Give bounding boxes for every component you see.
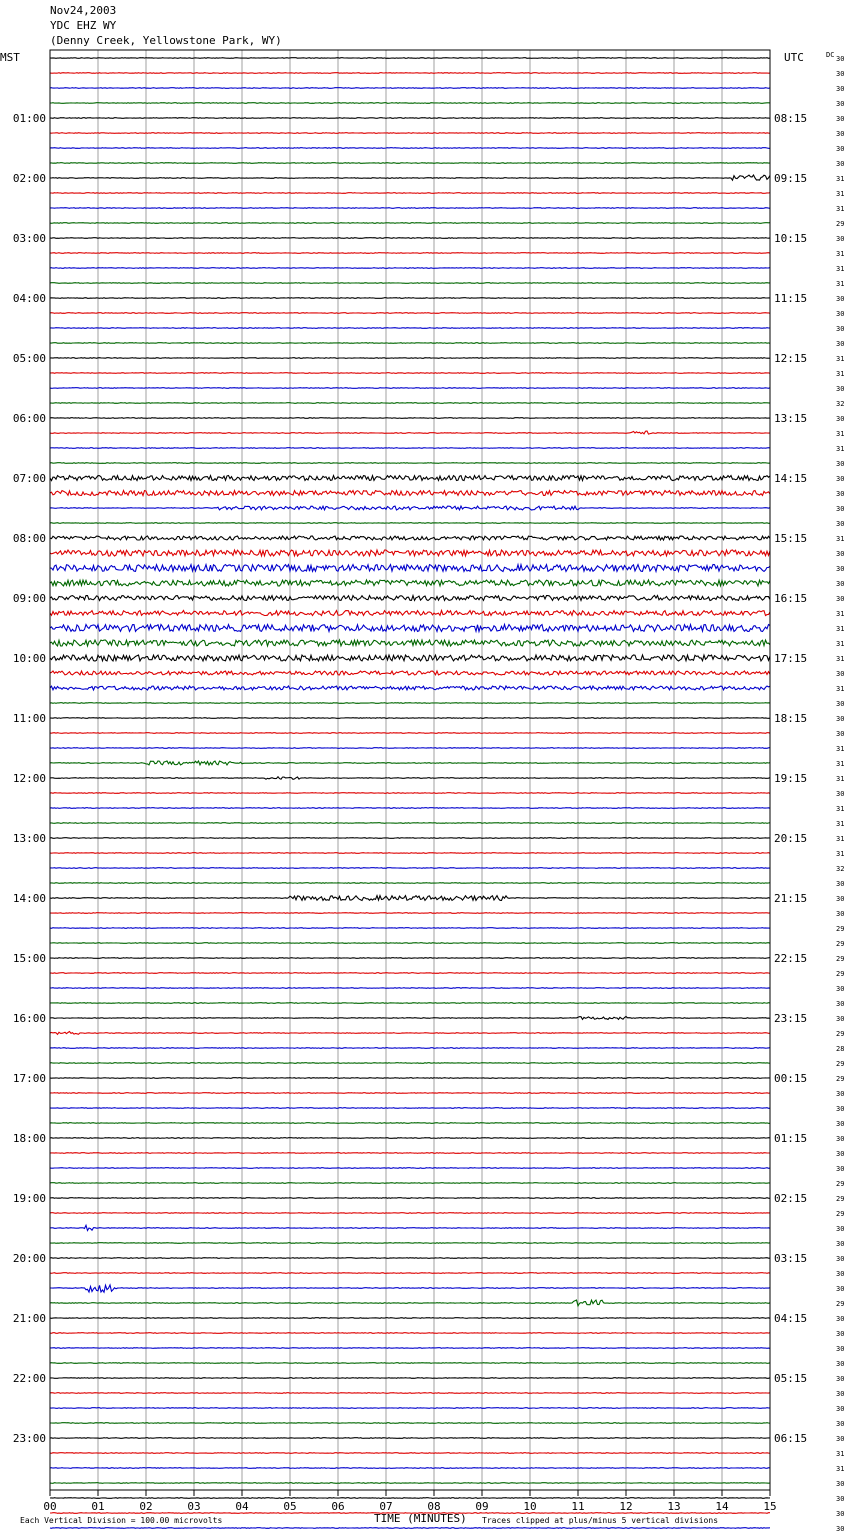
utc-hour-labels — [774, 112, 807, 1445]
seismic-trace — [50, 1017, 770, 1020]
x-tick-label: 08 — [427, 1500, 441, 1513]
dc-value: 30 — [836, 1525, 845, 1533]
dc-value: 30 — [836, 880, 845, 888]
utc-hour-label: 13:15 — [774, 412, 808, 425]
seismic-trace — [50, 1528, 770, 1529]
x-tick-label: 12 — [619, 1500, 633, 1513]
dc-column-label: DC — [826, 51, 835, 59]
seismic-trace — [50, 596, 770, 601]
dc-value: 30 — [836, 520, 845, 528]
dc-value: 30 — [836, 1015, 845, 1023]
seismic-trace — [50, 208, 770, 209]
dc-value: 30 — [836, 1360, 845, 1368]
dc-value: 30 — [836, 460, 845, 468]
utc-hour-label: 06:15 — [774, 1432, 808, 1445]
dc-value: 30 — [836, 1165, 845, 1173]
dc-value: 30 — [836, 1090, 845, 1098]
seismic-trace — [50, 148, 770, 149]
dc-value: 30 — [836, 1330, 845, 1338]
mst-hour-label: 11:00 — [12, 712, 46, 725]
dc-value: 31 — [836, 355, 845, 363]
seismic-trace — [50, 733, 770, 734]
dc-value: 31 — [836, 625, 845, 633]
dc-value: 31 — [836, 745, 845, 753]
dc-value: 29 — [836, 1030, 845, 1038]
dc-value: 30 — [836, 730, 845, 738]
seismic-trace — [50, 1243, 770, 1244]
dc-value: 30 — [836, 340, 845, 348]
seismic-trace — [50, 1333, 770, 1334]
x-tick-label: 02 — [139, 1500, 153, 1513]
mst-hour-label: 04:00 — [12, 292, 46, 305]
x-tick-label: 11 — [571, 1500, 585, 1513]
seismic-trace — [50, 88, 770, 89]
seismic-trace — [50, 1273, 770, 1274]
dc-value: 31 — [836, 820, 845, 828]
dc-value: 31 — [836, 280, 845, 288]
seismic-trace — [50, 403, 770, 404]
seismic-trace — [50, 1363, 770, 1364]
mst-hour-label: 16:00 — [12, 1012, 46, 1025]
mst-hour-label: 10:00 — [12, 652, 46, 665]
mst-hour-label: 17:00 — [12, 1072, 46, 1085]
utc-hour-label: 05:15 — [774, 1372, 808, 1385]
dc-value: 30 — [836, 1480, 845, 1488]
dc-value: 30 — [836, 1225, 845, 1233]
seismic-trace — [50, 580, 770, 586]
mst-hour-label: 07:00 — [12, 472, 46, 485]
seismic-trace — [50, 686, 770, 690]
seismic-trace — [50, 523, 770, 524]
utc-hour-label: 10:15 — [774, 232, 808, 245]
dc-value: 30 — [836, 895, 845, 903]
seismic-traces — [50, 58, 770, 1534]
seismic-trace — [50, 163, 770, 164]
x-axis-ticks — [43, 1490, 776, 1513]
utc-hour-label: 22:15 — [774, 952, 808, 965]
dc-value: 30 — [836, 1390, 845, 1398]
x-axis-label: TIME (MINUTES) — [374, 1512, 467, 1525]
mst-hour-label: 21:00 — [12, 1312, 46, 1325]
mst-hour-label: 23:00 — [12, 1432, 46, 1445]
seismic-trace — [50, 463, 770, 464]
seismic-trace — [50, 1198, 770, 1199]
dc-value: 31 — [836, 205, 845, 213]
dc-value: 30 — [836, 1345, 845, 1353]
dc-value: 30 — [836, 985, 845, 993]
seismic-trace — [50, 1123, 770, 1124]
dc-value: 31 — [836, 835, 845, 843]
dc-value: 30 — [836, 700, 845, 708]
dc-value: 30 — [836, 490, 845, 498]
dc-value: 31 — [836, 760, 845, 768]
seismic-trace — [50, 1258, 770, 1259]
x-tick-label: 03 — [187, 1500, 201, 1513]
dc-value: 31 — [836, 370, 845, 378]
seismic-trace — [50, 388, 770, 389]
seismic-trace — [50, 1213, 770, 1214]
seismic-trace — [50, 1393, 770, 1394]
mst-hour-label: 01:00 — [12, 112, 46, 125]
dc-value: 30 — [836, 1285, 845, 1293]
dc-value: 28 — [836, 1045, 845, 1053]
dc-value: 29 — [836, 220, 845, 228]
dc-value: 29 — [836, 940, 845, 948]
seismic-trace — [50, 1408, 770, 1409]
seismic-trace — [50, 253, 770, 254]
seismic-trace — [50, 703, 770, 704]
mst-hour-label: 20:00 — [12, 1252, 46, 1265]
dc-value: 30 — [836, 1150, 845, 1158]
dc-value: 29 — [836, 1300, 845, 1308]
mst-hour-label: 14:00 — [12, 892, 46, 905]
dc-value: 30 — [836, 1105, 845, 1113]
seismic-trace — [50, 1498, 770, 1499]
x-tick-label: 01 — [91, 1500, 105, 1513]
dc-value: 31 — [836, 430, 845, 438]
seismic-trace — [50, 823, 770, 824]
dc-value: 29 — [836, 1060, 845, 1068]
seismic-trace — [50, 431, 770, 434]
seismic-trace — [50, 238, 770, 239]
dc-value: 31 — [836, 445, 845, 453]
seismic-trace — [50, 943, 770, 944]
dc-value: 30 — [836, 115, 845, 123]
seismic-trace — [50, 655, 770, 661]
seismic-trace — [50, 1378, 770, 1379]
seismic-trace — [50, 358, 770, 359]
seismic-trace — [50, 1153, 770, 1154]
dc-value: 30 — [836, 715, 845, 723]
utc-hour-label: 21:15 — [774, 892, 808, 905]
seismic-trace — [50, 491, 770, 496]
x-tick-label: 09 — [475, 1500, 489, 1513]
seismic-trace — [50, 1063, 770, 1064]
seismic-trace — [50, 761, 770, 765]
seismic-trace — [50, 223, 770, 224]
seismic-trace — [50, 958, 770, 959]
x-tick-label: 04 — [235, 1500, 249, 1513]
dc-value: 30 — [836, 85, 845, 93]
seismic-trace — [50, 448, 770, 449]
seismic-trace — [50, 476, 770, 481]
seismic-trace — [50, 808, 770, 809]
dc-value: 29 — [836, 1195, 845, 1203]
station-code: YDC EHZ WY — [50, 19, 117, 32]
dc-value: 30 — [836, 550, 845, 558]
seismic-trace — [50, 313, 770, 314]
utc-hour-label: 18:15 — [774, 712, 808, 725]
seismic-trace — [50, 1453, 770, 1454]
seismic-trace — [50, 1423, 770, 1424]
dc-value: 30 — [836, 1315, 845, 1323]
seismic-trace — [50, 611, 770, 616]
dc-value: 30 — [836, 130, 845, 138]
seismic-trace — [50, 193, 770, 194]
seismic-trace — [50, 1225, 770, 1230]
seismic-trace — [50, 1468, 770, 1469]
utc-hour-label: 01:15 — [774, 1132, 808, 1145]
dc-value: 31 — [836, 685, 845, 693]
seismic-trace — [50, 1183, 770, 1184]
seismic-trace — [50, 1318, 770, 1319]
x-tick-label: 05 — [283, 1500, 297, 1513]
seismic-trace — [50, 1093, 770, 1094]
dc-value: 31 — [836, 775, 845, 783]
dc-value: 30 — [836, 70, 845, 78]
seismic-trace — [50, 418, 770, 419]
x-tick-label: 15 — [763, 1500, 777, 1513]
utc-axis-label: UTC — [784, 51, 804, 64]
dc-value: 30 — [836, 1435, 845, 1443]
seismic-trace — [50, 625, 770, 632]
seismic-trace — [50, 506, 770, 510]
seismic-trace — [50, 118, 770, 119]
mst-hour-label: 08:00 — [12, 532, 46, 545]
utc-hour-label: 09:15 — [774, 172, 808, 185]
seismic-trace — [50, 1048, 770, 1049]
dc-value: 31 — [836, 850, 845, 858]
plot-frame — [50, 50, 770, 1490]
utc-hour-label: 17:15 — [774, 652, 808, 665]
clipping-note: Traces clipped at plus/minus 5 vertical divisions — [482, 1516, 719, 1525]
dc-value: 30 — [836, 790, 845, 798]
dc-value: 30 — [836, 1375, 845, 1383]
mst-hour-label: 18:00 — [12, 1132, 46, 1145]
seismic-trace — [50, 268, 770, 269]
dc-value: 30 — [836, 55, 845, 63]
utc-hour-label: 16:15 — [774, 592, 808, 605]
dc-value: 30 — [836, 325, 845, 333]
seismic-trace — [50, 838, 770, 839]
utc-hour-label: 20:15 — [774, 832, 808, 845]
utc-hour-label: 04:15 — [774, 1312, 808, 1325]
dc-value: 32 — [836, 400, 845, 408]
seismic-trace — [50, 1168, 770, 1169]
station-location: (Denny Creek, Yellowstone Park, WY) — [50, 34, 282, 47]
seismic-trace — [50, 1438, 770, 1439]
seismic-trace — [50, 298, 770, 299]
dc-value: 30 — [836, 1495, 845, 1503]
dc-value: 29 — [836, 1210, 845, 1218]
dc-value: 30 — [836, 145, 845, 153]
dc-value: 31 — [836, 1450, 845, 1458]
x-tick-label: 07 — [379, 1500, 393, 1513]
dc-value: 30 — [836, 310, 845, 318]
seismic-trace — [50, 1078, 770, 1079]
mst-hour-label: 13:00 — [12, 832, 46, 845]
utc-hour-label: 08:15 — [774, 112, 808, 125]
dc-offset-values — [836, 55, 844, 1534]
seismic-trace — [50, 565, 770, 572]
seismic-trace — [50, 343, 770, 344]
dc-value: 31 — [836, 655, 845, 663]
dc-value: 30 — [836, 595, 845, 603]
seismic-trace — [50, 283, 770, 284]
dc-value: 30 — [836, 1420, 845, 1428]
utc-hour-label: 14:15 — [774, 472, 808, 485]
dc-value: 31 — [836, 640, 845, 648]
utc-hour-label: 11:15 — [774, 292, 808, 305]
mst-hour-label: 06:00 — [12, 412, 46, 425]
dc-value: 29 — [836, 1180, 845, 1188]
utc-hour-label: 15:15 — [774, 532, 808, 545]
seismic-trace — [50, 133, 770, 134]
dc-value: 30 — [836, 295, 845, 303]
dc-value: 30 — [836, 160, 845, 168]
x-tick-label: 10 — [523, 1500, 537, 1513]
dc-value: 31 — [836, 175, 845, 183]
mst-hour-label: 12:00 — [12, 772, 46, 785]
dc-value: 30 — [836, 415, 845, 423]
utc-hour-label: 02:15 — [774, 1192, 808, 1205]
seismic-trace — [50, 1348, 770, 1349]
mst-hour-label: 15:00 — [12, 952, 46, 965]
dc-value: 30 — [836, 505, 845, 513]
x-tick-label: 13 — [667, 1500, 681, 1513]
utc-hour-label: 00:15 — [774, 1072, 808, 1085]
dc-value: 31 — [836, 265, 845, 273]
dc-value: 31 — [836, 190, 845, 198]
dc-value: 32 — [836, 865, 845, 873]
mst-hour-label: 22:00 — [12, 1372, 46, 1385]
seismic-trace — [50, 793, 770, 794]
mst-hour-label: 03:00 — [12, 232, 46, 245]
dc-value: 30 — [836, 1120, 845, 1128]
seismic-trace — [50, 550, 770, 556]
dc-value: 30 — [836, 100, 845, 108]
seismic-trace — [50, 896, 770, 901]
dc-value: 29 — [836, 925, 845, 933]
x-tick-label: 14 — [715, 1500, 729, 1513]
seismic-trace — [50, 988, 770, 989]
seismic-trace — [50, 718, 770, 719]
seismic-trace — [50, 536, 770, 540]
dc-value: 30 — [836, 565, 845, 573]
seismic-trace — [50, 748, 770, 749]
dc-value: 29 — [836, 970, 845, 978]
seismic-trace — [50, 777, 770, 780]
seismic-trace — [50, 1108, 770, 1109]
seismic-trace — [50, 1138, 770, 1139]
mst-hour-label: 02:00 — [12, 172, 46, 185]
time-gridlines — [50, 50, 770, 1490]
plot-date: Nov24,2003 — [50, 4, 117, 17]
seismic-trace — [50, 913, 770, 914]
vertical-division-note: Each Vertical Division = 100.00 microvolts — [20, 1516, 223, 1525]
seismic-trace — [50, 1483, 770, 1484]
dc-value: 30 — [836, 910, 845, 918]
mst-hour-label: 09:00 — [12, 592, 46, 605]
dc-value: 31 — [836, 610, 845, 618]
x-tick-label: 00 — [43, 1500, 57, 1513]
dc-value: 29 — [836, 955, 845, 963]
seismic-trace — [50, 175, 770, 180]
mst-axis-label: MST — [0, 51, 20, 64]
utc-hour-label: 23:15 — [774, 1012, 808, 1025]
seismic-trace — [50, 868, 770, 869]
dc-value: 30 — [836, 235, 845, 243]
dc-value: 31 — [836, 1465, 845, 1473]
seismic-trace — [50, 671, 770, 675]
dc-value: 30 — [836, 580, 845, 588]
dc-value: 30 — [836, 1405, 845, 1413]
seismic-trace — [50, 1032, 770, 1035]
mst-hour-label: 05:00 — [12, 352, 46, 365]
dc-value: 29 — [836, 1075, 845, 1083]
seismic-trace — [50, 373, 770, 374]
seismic-trace — [50, 1300, 770, 1306]
seismic-trace — [50, 103, 770, 104]
dc-value: 30 — [836, 1240, 845, 1248]
seismic-trace — [50, 58, 770, 59]
seismic-trace — [50, 883, 770, 884]
seismic-trace — [50, 640, 770, 646]
dc-value: 31 — [836, 250, 845, 258]
seismic-trace — [50, 853, 770, 854]
seismic-trace — [50, 928, 770, 929]
utc-hour-label: 03:15 — [774, 1252, 808, 1265]
dc-value: 30 — [836, 475, 845, 483]
utc-hour-label: 12:15 — [774, 352, 808, 365]
seismic-trace — [50, 973, 770, 974]
seismic-trace — [50, 73, 770, 74]
mst-hour-label: 19:00 — [12, 1192, 46, 1205]
seismic-trace — [50, 328, 770, 329]
x-tick-label: 06 — [331, 1500, 345, 1513]
dc-value: 30 — [836, 670, 845, 678]
dc-value: 30 — [836, 1510, 845, 1518]
seismic-trace — [50, 1285, 770, 1292]
dc-value: 30 — [836, 1000, 845, 1008]
seismic-trace — [50, 1003, 770, 1004]
utc-hour-label: 19:15 — [774, 772, 808, 785]
dc-value: 31 — [836, 535, 845, 543]
dc-value: 30 — [836, 1135, 845, 1143]
dc-value: 30 — [836, 385, 845, 393]
dc-value: 31 — [836, 805, 845, 813]
dc-value: 30 — [836, 1255, 845, 1263]
dc-value: 30 — [836, 1270, 845, 1278]
mst-hour-labels — [13, 112, 46, 1445]
